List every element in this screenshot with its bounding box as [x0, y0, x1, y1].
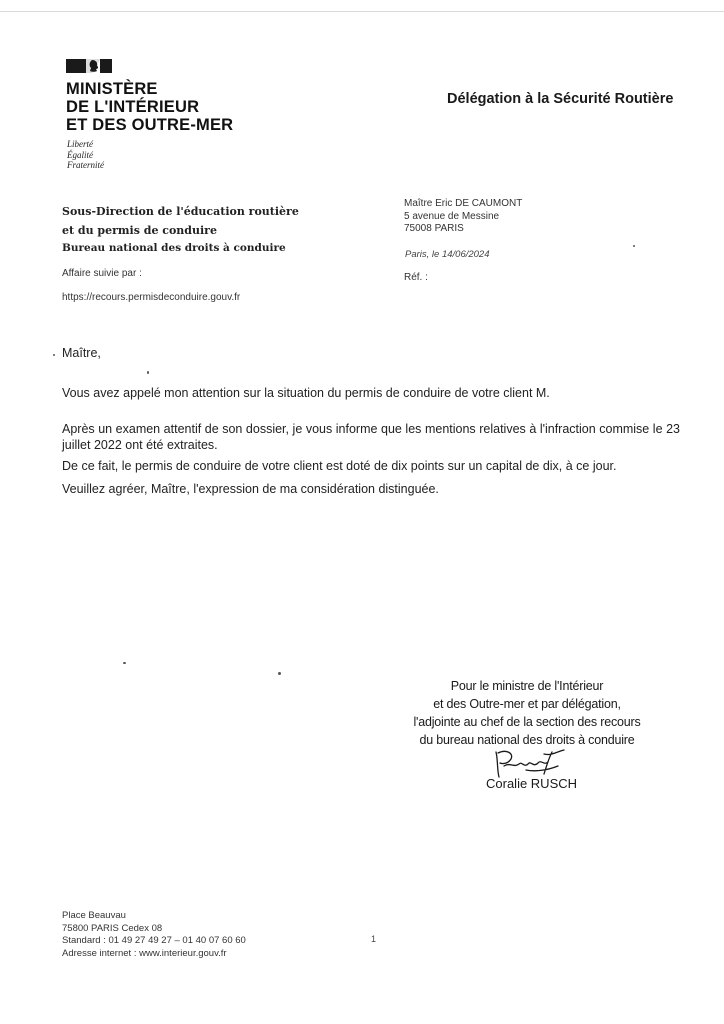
delegation-heading: Délégation à la Sécurité Routière [447, 91, 674, 107]
salutation: Maître, [62, 346, 101, 360]
scan-speck [278, 672, 281, 675]
recipient-city: 75008 PARIS [404, 223, 464, 234]
page-number: 1 [371, 934, 377, 944]
paragraph-3: De ce fait, le permis de conduire de votre client est doté de dix points sur un capital de dix, à ce jour. [62, 459, 617, 473]
closing-paragraph: Veuillez agréer, Maître, l'expression de ma considération distinguée. [62, 482, 439, 496]
ministry-line-1: MINISTÈRE [66, 80, 158, 98]
stamp-line-1: Pour le ministre de l'Intérieur [450, 679, 604, 693]
ministry-title [66, 80, 233, 134]
recours-website-link[interactable]: https://recours.permisdeconduire.gouv.fr [62, 292, 241, 303]
service-block [62, 202, 299, 257]
motto-egalite: Égalité [67, 149, 93, 160]
scan-speck [53, 354, 55, 356]
recipient-street: 5 avenue de Messine [404, 210, 500, 222]
footer-line-2: 75800 PARIS Cedex 08 [62, 922, 163, 934]
recipient-address [404, 198, 522, 236]
delegation-stamp [396, 677, 658, 749]
motto-liberte: Liberté [67, 139, 93, 149]
scan-edge-line [0, 11, 724, 12]
scan-speck [123, 662, 126, 664]
signatory-name: Coralie RUSCH [486, 776, 578, 791]
paragraph-2: Après un examen attentif de son dossier, je vous informe que les mentions relatives à l'infraction commise le 23 juillet 2022 ont été extraites. [62, 422, 680, 452]
footer-line-4: Adresse internet : www.interieur.gouv.fr [62, 947, 227, 959]
ministry-line-2: DE L'INTÉRIEUR [66, 98, 200, 116]
affaire-label: Affaire suivie par : [62, 268, 142, 279]
handwritten-signature [486, 744, 570, 780]
reference-label: Réf. : [404, 272, 428, 283]
recipient-name: Maître Eric DE CAUMONT [404, 198, 523, 209]
footer-address [62, 910, 246, 960]
marianne-logo-icon [66, 58, 112, 74]
service-line-1: Sous-Direction de l'éducation routière [62, 205, 299, 218]
service-bureau: Bureau national des droits à conduire [62, 242, 286, 254]
scan-speck [147, 371, 149, 374]
stamp-line-4: du bureau national des droits à conduire [419, 733, 635, 747]
footer-line-3: Standard : 01 49 27 49 27 – 01 40 07 60 60 [62, 935, 246, 946]
republic-motto [67, 139, 104, 171]
letter-date: Paris, le 14/06/2024 [405, 249, 490, 260]
stamp-line-3: l'adjointe au chef de la section des recours [413, 715, 641, 729]
motto-fraternite: Fraternité [67, 160, 104, 170]
service-line-2: et du permis de conduire [62, 224, 217, 237]
ministry-line-3: ET DES OUTRE-MER [66, 116, 234, 134]
footer-line-1: Place Beauvau [62, 910, 126, 921]
stamp-line-2: et des Outre-mer et par délégation, [433, 697, 621, 711]
scan-speck [633, 245, 635, 247]
paragraph-1: Vous avez appelé mon attention sur la situation du permis de conduire de votre client M. [62, 386, 550, 400]
